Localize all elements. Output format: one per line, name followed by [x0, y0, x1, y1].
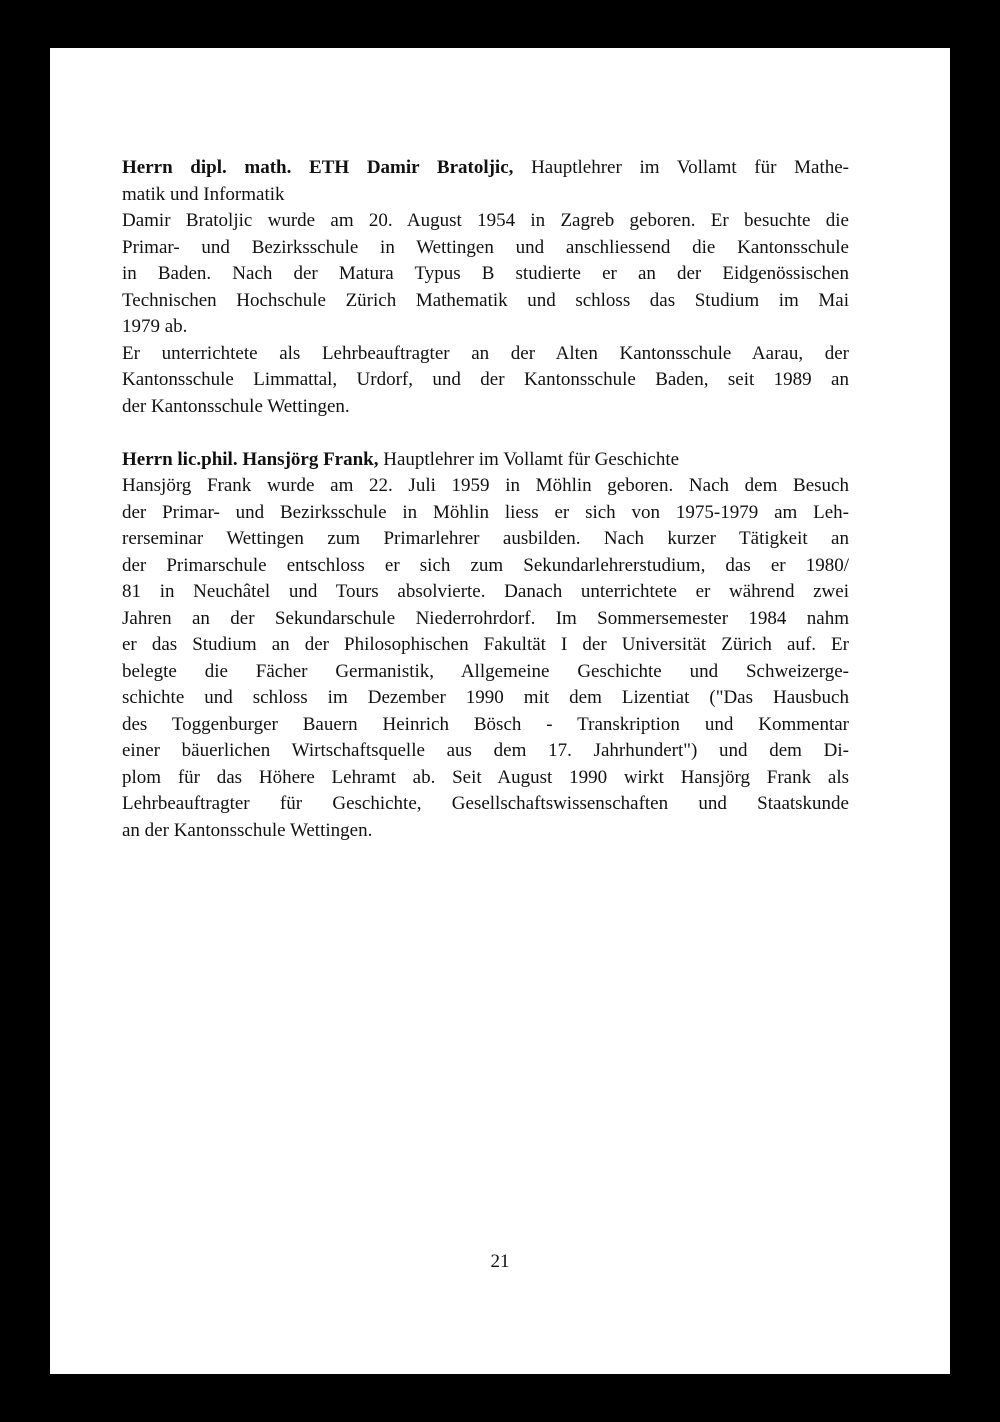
- heading-role: Hauptlehrer im Vollamt für Mathe-: [513, 157, 849, 178]
- text-line: des Toggenburger Bauern Heinrich Bösch - Transkription und Kommentar: [122, 713, 849, 735]
- text-line: der Kantonsschule Wettingen.: [122, 395, 350, 417]
- text-line: in Baden. Nach der Matura Typus B studierte er an der Eidgenössischen: [122, 263, 849, 284]
- text-line: 1979 ab.: [122, 316, 188, 337]
- text-line: Kantonsschule Limmattal, Urdorf, und der Kantonsschule Baden, seit 1989 an: [122, 369, 849, 390]
- heading-name: Herrn dipl. math. ETH Damir Bratoljic,: [122, 157, 514, 178]
- text-line: Lehrbeauftragter für Geschichte, Gesellschaftswissenschaften und Staatskunde: [122, 793, 849, 814]
- heading-name: Herrn lic.phil. Hansjörg Frank,: [122, 448, 379, 470]
- text-line: an der Kantonsschule Wettingen.: [122, 819, 373, 841]
- document-page: [50, 48, 950, 1374]
- text-line: belegte die Fächer Germanistik, Allgemeine Geschichte und Schweizerge-: [122, 660, 849, 682]
- page-body: [122, 155, 849, 844]
- text-line: einer bäuerlichen Wirtschaftsquelle aus dem 17. Jahrhundert") und dem Di-: [122, 740, 849, 761]
- heading-role: Hauptlehrer im Vollamt für Geschichte: [378, 448, 680, 470]
- text-line: plom für das Höhere Lehramt ab. Seit August 1990 wirkt Hansjörg Frank als: [122, 766, 849, 788]
- text-line: schichte und schloss im Dezember 1990 mit dem Lizentiat ("Das Hausbuch: [122, 687, 849, 708]
- text-line: rerseminar Wettingen zum Primarlehrer ausbilden. Nach kurzer Tätigkeit an: [122, 528, 849, 549]
- text-line: der Primar- und Bezirksschule in Möhlin liess er sich von 1975-1979 am Leh-: [122, 501, 849, 523]
- text-line: 81 in Neuchâtel und Tours absolvierte. Danach unterrichtete er während zwei: [122, 581, 849, 602]
- section-heading-frank: [122, 447, 849, 474]
- page-number: 21: [490, 1251, 510, 1272]
- text-line: Damir Bratoljic wurde am 20. August 1954 in Zagreb geboren. Er besuchte die: [122, 210, 849, 231]
- section-heading-bratoljic: [122, 155, 849, 182]
- paragraph-spacer: [122, 420, 849, 447]
- text-line: der Primarschule entschloss er sich zum Sekundarlehrerstudium, das er 1980/: [122, 554, 849, 576]
- text-line: er das Studium an der Philosophischen Fakultät I der Universität Zürich auf. Er: [122, 634, 849, 655]
- text-line: matik und Informatik: [122, 183, 285, 205]
- text-line: Primar- und Bezirksschule in Wettingen und anschliessend die Kantonsschule: [122, 236, 849, 258]
- text-line: Hansjörg Frank wurde am 22. Juli 1959 in Möhlin geboren. Nach dem Besuch: [122, 475, 849, 496]
- text-line: Jahren an der Sekundarschule Niederrohrdorf. Im Sommersemester 1984 nahm: [122, 607, 849, 629]
- text-line: Er unterrichtete als Lehrbeauftragter an der Alten Kantonsschule Aarau, der: [122, 342, 849, 364]
- text-line: Technischen Hochschule Zürich Mathematik und schloss das Studium im Mai: [122, 289, 849, 311]
